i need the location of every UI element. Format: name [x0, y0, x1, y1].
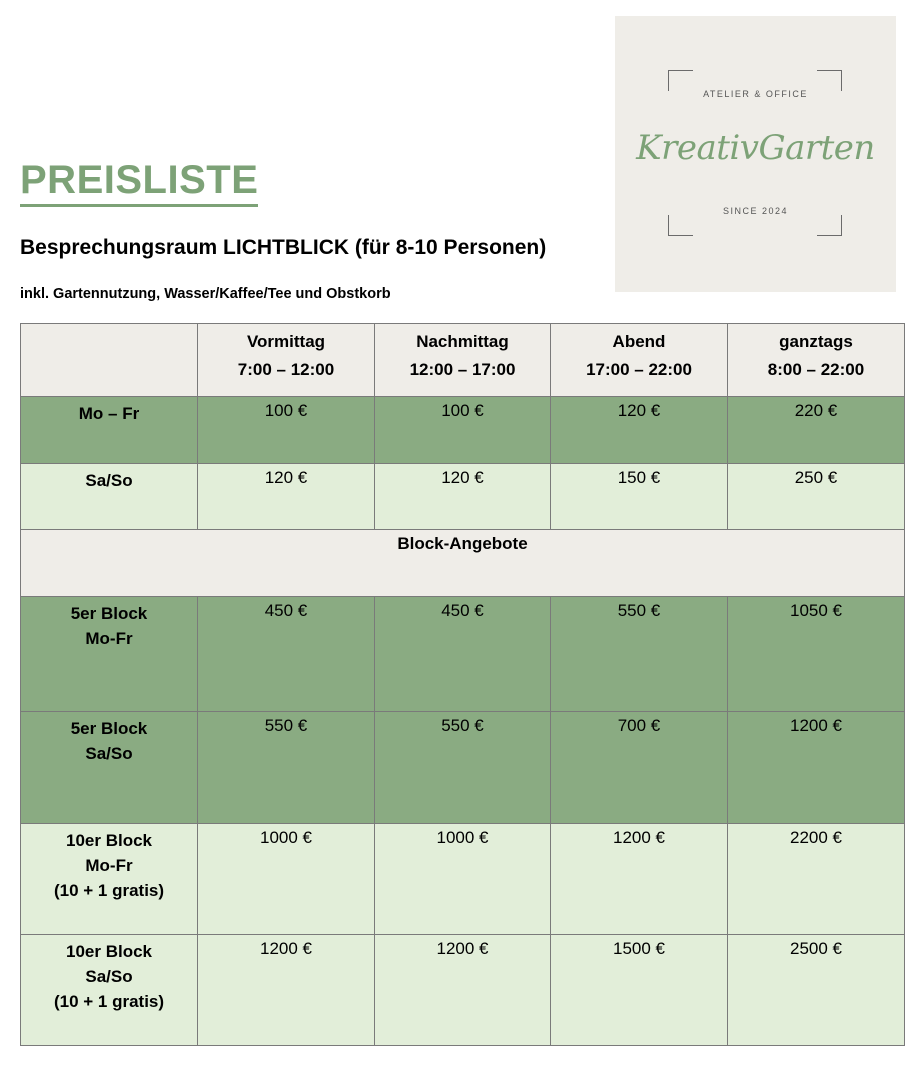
price-cell: 1200 €	[551, 824, 728, 935]
price-cell: 700 €	[551, 712, 728, 824]
price-cell: 2500 €	[728, 935, 905, 1046]
price-cell: 1000 €	[198, 824, 375, 935]
column-header: Nachmittag 12:00 – 17:00	[375, 324, 551, 397]
price-cell: 1200 €	[198, 935, 375, 1046]
row-label: 10er Block Sa/So (10 + 1 gratis)	[21, 935, 198, 1046]
room-subtitle: Besprechungsraum LICHTBLICK (für 8-10 Personen)	[20, 236, 547, 259]
table-row	[21, 935, 905, 1046]
logo	[615, 16, 896, 292]
table-row	[21, 597, 905, 712]
price-cell: 1050 €	[728, 597, 905, 712]
price-cell: 120 €	[198, 464, 375, 530]
row-label: 10er Block Mo-Fr (10 + 1 gratis)	[21, 824, 198, 935]
column-header: ganztags 8:00 – 22:00	[728, 324, 905, 397]
price-cell: 1500 €	[551, 935, 728, 1046]
row-label: 5er Block Mo-Fr	[21, 597, 198, 712]
row-label: Sa/So	[21, 464, 198, 530]
table-row	[21, 397, 905, 464]
table-row	[21, 464, 905, 530]
price-cell: 450 €	[198, 597, 375, 712]
section-title: Block-Angebote	[21, 530, 905, 597]
column-header: Abend 17:00 – 22:00	[551, 324, 728, 397]
price-cell: 1000 €	[375, 824, 551, 935]
price-cell: 100 €	[198, 397, 375, 464]
price-cell: 550 €	[375, 712, 551, 824]
logo-tagline: ATELIER & OFFICE	[703, 89, 808, 99]
row-label: 5er Block Sa/So	[21, 712, 198, 824]
inclusions-note: inkl. Gartennutzung, Wasser/Kaffee/Tee und Obstkorb	[20, 286, 391, 302]
table-row	[21, 824, 905, 935]
logo-since: SINCE 2024	[722, 206, 789, 216]
header-empty-cell	[21, 324, 198, 397]
price-cell: 1200 €	[728, 712, 905, 824]
logo-wordmark: KreativGarten	[636, 128, 875, 168]
price-cell: 550 €	[551, 597, 728, 712]
price-cell: 120 €	[375, 464, 551, 530]
table-header-row	[21, 324, 905, 397]
column-header: Vormittag 7:00 – 12:00	[198, 324, 375, 397]
price-cell: 550 €	[198, 712, 375, 824]
row-label: Mo – Fr	[21, 397, 198, 464]
section-row	[21, 530, 905, 597]
price-cell: 450 €	[375, 597, 551, 712]
price-table	[20, 323, 905, 1046]
price-cell: 2200 €	[728, 824, 905, 935]
page-title: PREISLISTE	[20, 158, 258, 207]
price-cell: 220 €	[728, 397, 905, 464]
price-cell: 120 €	[551, 397, 728, 464]
price-cell: 250 €	[728, 464, 905, 530]
price-cell: 150 €	[551, 464, 728, 530]
table-row	[21, 712, 905, 824]
price-cell: 100 €	[375, 397, 551, 464]
price-cell: 1200 €	[375, 935, 551, 1046]
